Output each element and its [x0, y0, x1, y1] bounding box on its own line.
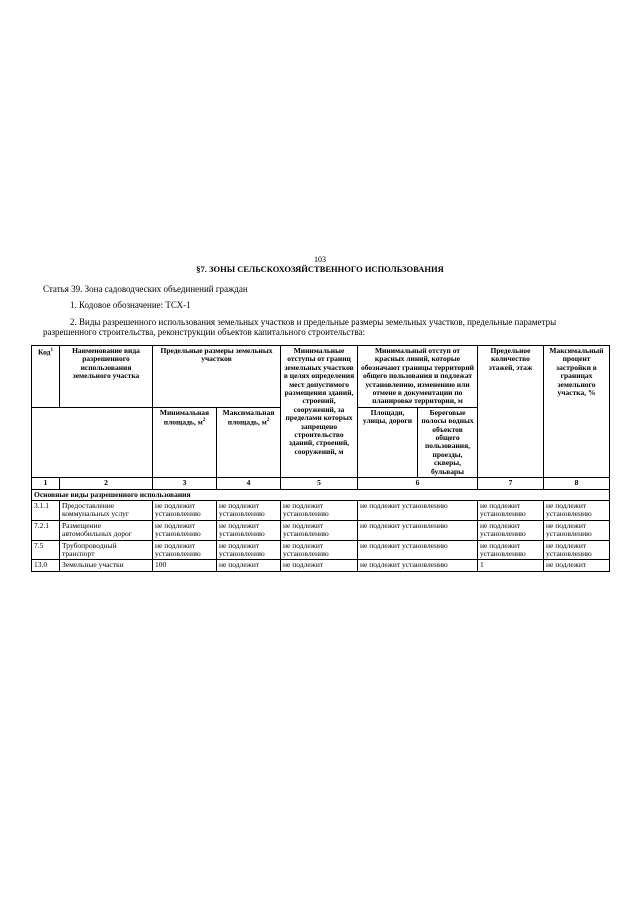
header-build-percent: Максимальный процент застройки в границах земельного участка, % [544, 346, 610, 478]
cell-code: 3.1.1 [32, 500, 60, 520]
cell-percent: не подлежит [544, 560, 610, 571]
table-row [32, 500, 610, 520]
cell-name: Размещение автомобильных дорог [60, 520, 153, 540]
article-heading: Статья 39. Зона садоводческих объединений граждан [43, 284, 248, 294]
cell-min: не подлежит установлению [153, 500, 217, 520]
header-code: Код$^1$ [32, 346, 60, 408]
cell-max: не подлежит установлению [217, 500, 281, 520]
cell-percent: не подлежит установлению [544, 520, 610, 540]
column-number-row [32, 478, 610, 489]
col-number: 1 [32, 478, 60, 489]
header-setback: Минимальные отступы от границ земельных участков в целях определения мест допустимого размещения зданий, строений, сооружений, за пределами которых запрещено строительство зданий, строений, сооружений, м [281, 346, 358, 478]
col-number: 4 [217, 478, 281, 489]
header-row-1 [32, 346, 610, 408]
cell-redline: не подлежит установлению [358, 560, 478, 571]
table-row [32, 520, 610, 540]
cell-floors: не подлежит установлению [478, 520, 544, 540]
cell-min: 100 [153, 560, 217, 571]
header-redline: Минимальный отступ от красных линий, которые обозначают границы территорий общего пользования и подлежат установлению, изменению или отмене в документации по планировке территории, м [358, 346, 478, 408]
cell-name: Предоставление коммунальных услуг [60, 500, 153, 520]
table-row [32, 540, 610, 560]
cell-setback: не подлежит установлению [281, 520, 358, 540]
cell-max: не подлежит [217, 560, 281, 571]
cell-redline: не подлежит установлению [358, 520, 478, 540]
cell-code: 13.0 [32, 560, 60, 571]
col-number: 6 [358, 478, 478, 489]
col-number: 3 [153, 478, 217, 489]
page-number: 103 [314, 255, 326, 264]
code-designation-paragraph: 1. Кодовое обозначение: ТСХ-1 [70, 300, 191, 310]
cell-setback: не подлежит установлению [281, 500, 358, 520]
cell-setback: не подлежит [281, 560, 358, 571]
header-plot-sizes: Предельные размеры земельных участков [153, 346, 281, 408]
header-use-name: Наименование вида разрешенного использования земельного участка [60, 346, 153, 408]
cell-max: не подлежит установлению [217, 520, 281, 540]
cell-setback: не подлежит установлению [281, 540, 358, 560]
group-row-main [32, 489, 610, 500]
cell-name: Трубопроводный транспорт [60, 540, 153, 560]
cell-min: не подлежит установлению [153, 520, 217, 540]
regulations-table [31, 345, 610, 572]
col-number: 8 [544, 478, 610, 489]
header-min-area: Минимальная площадь, $м^2$ [153, 407, 217, 477]
cell-percent: не подлежит установлению [544, 540, 610, 560]
cell-redline: не подлежит установлению [358, 500, 478, 520]
cell-name: Земельные участки [60, 560, 153, 571]
permitted-use-paragraph: 2. Виды разрешенного использования земельных участков и предельные размеры земельных участков, предельные параметры разрешенного строительства, реконструкции объектов капитального строительства: [43, 317, 557, 337]
cell-code: 7.2.1 [32, 520, 60, 540]
cell-min: не подлежит установлению [153, 540, 217, 560]
cell-redline: не подлежит установлению [358, 540, 478, 560]
section-title: §7. ЗОНЫ СЕЛЬСКОХОЗЯЙСТВЕННОГО ИСПОЛЬЗОВАНИЯ [196, 264, 444, 274]
group-label: Основные виды разрешенного использования [32, 489, 610, 500]
cell-floors: не подлежит установлению [478, 500, 544, 520]
header-spacer [32, 407, 153, 477]
col-number: 2 [60, 478, 153, 489]
header-streets: Площади, улицы, дороги [358, 407, 418, 477]
header-shore: Береговые полосы водных объектов общего пользования, проезды, скверы, бульвары [418, 407, 478, 477]
cell-code: 7.5 [32, 540, 60, 560]
table-row [32, 560, 610, 571]
col-number: 5 [281, 478, 358, 489]
cell-percent: не подлежит установлению [544, 500, 610, 520]
cell-floors: 1 [478, 560, 544, 571]
cell-max: не подлежит установлению [217, 540, 281, 560]
header-floors: Предельное количество этажей, этаж [478, 346, 544, 478]
header-max-area: Максимальная площадь, $м^2$ [217, 407, 281, 477]
col-number: 7 [478, 478, 544, 489]
cell-floors: не подлежит установлению [478, 540, 544, 560]
